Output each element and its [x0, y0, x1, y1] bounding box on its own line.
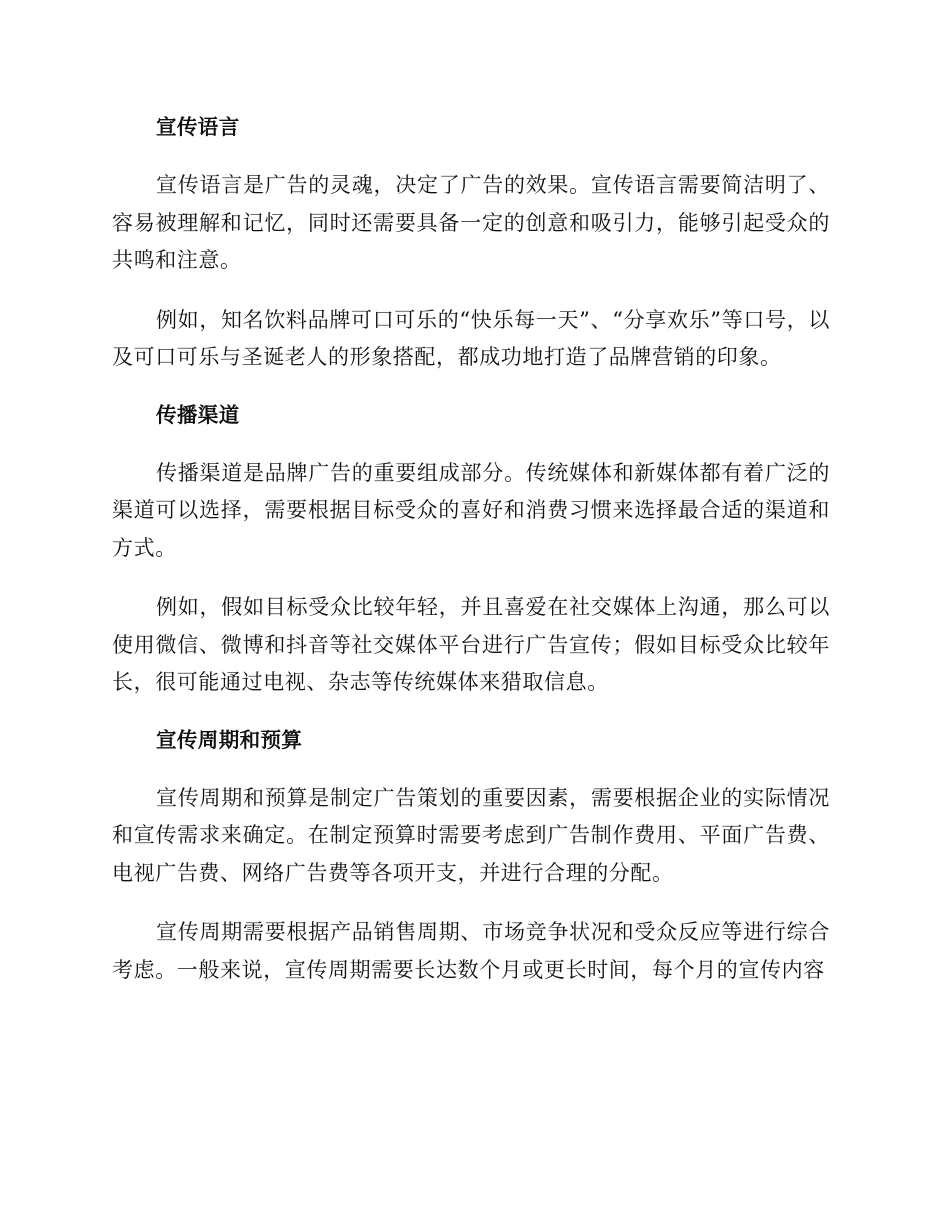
paragraph: 传播渠道是品牌广告的重要组成部分。传统媒体和新媒体都有着广泛的渠道可以选择，需要根据目标受众的喜好和消费习惯来选择最合适的渠道和方式。 [112, 460, 830, 560]
paragraph: 宣传周期需要根据产品销售周期、市场竞争状况和受众反应等进行综合考虑。一般来说，宣传周期需要长达数个月或更长时间，每个月的宣传内容 [112, 920, 830, 982]
paragraph: 例如，假如目标受众比较年轻，并且喜爱在社交媒体上沟通，那么可以使用微信、微博和抖音等社交媒体平台进行广告宣传；假如目标受众比较年长，很可能通过电视、杂志等传统媒体来猎取信息。 [112, 595, 830, 694]
paragraph: 宣传周期和预算是制定广告策划的重要因素，需要根据企业的实际情况和宣传需求来确定。在制定预算时需要考虑到广告制作费用、平面广告费、电视广告费、网络广告费等各项开支，并进行合理的分配。 [112, 785, 830, 885]
section-heading: 宣传周期和预算 [156, 727, 303, 752]
paragraph: 例如，知名饮料品牌可口可乐的“快乐每一天”、“分享欢乐”等口号，以及可口可乐与圣诞老人的形象搭配，都成功地打造了品牌营销的印象。 [112, 307, 830, 369]
document-body [112, 111, 830, 1011]
section-heading: 宣传语言 [156, 115, 240, 139]
section-heading: 传播渠道 [156, 402, 240, 427]
paragraph: 宣传语言是广告的灵魂，决定了广告的效果。宣传语言需要简洁明了、容易被理解和记忆，同时还需要具备一定的创意和吸引力，能够引起受众的共鸣和注意。 [112, 173, 830, 272]
